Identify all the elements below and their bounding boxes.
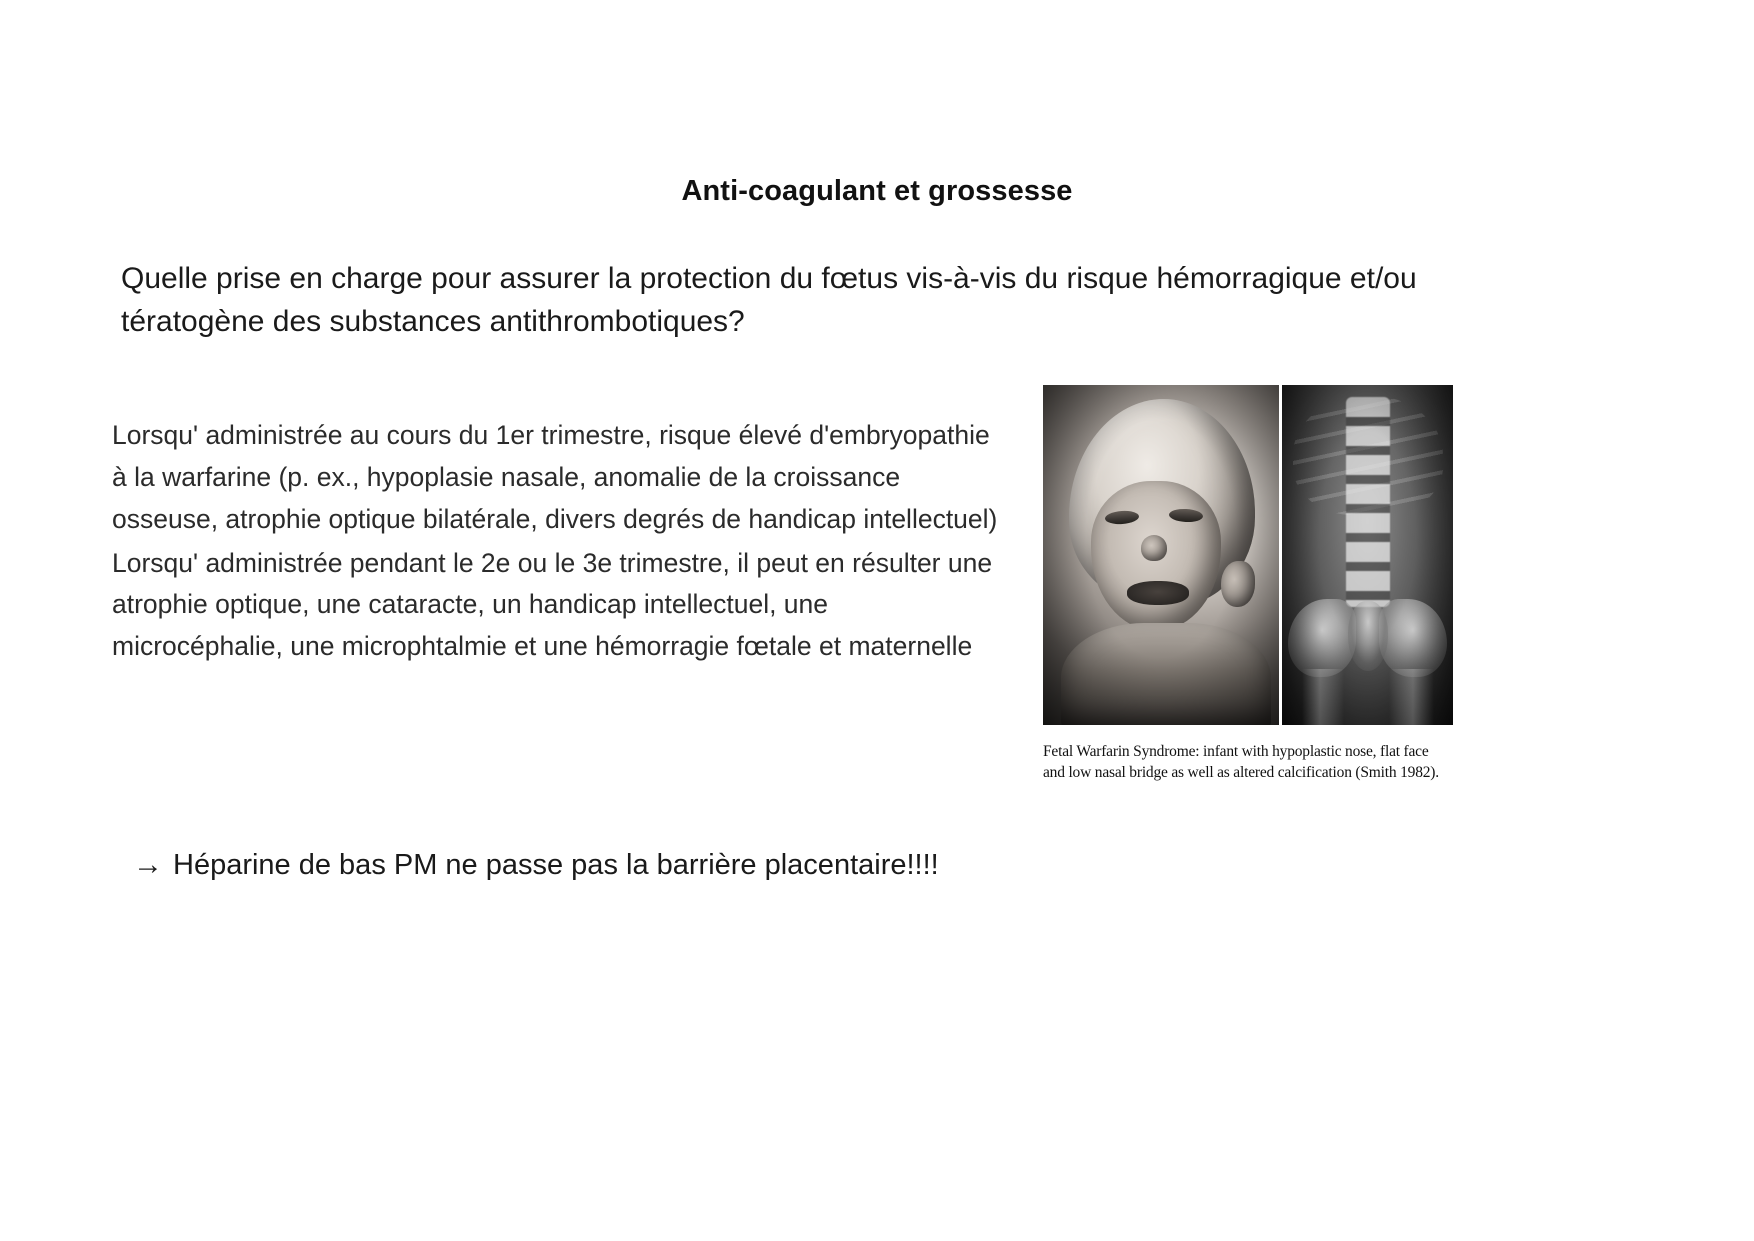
xray-vignette xyxy=(1282,385,1453,725)
conclusion-line xyxy=(133,845,1433,886)
arrow-right-icon: → xyxy=(133,848,163,881)
photo-vignette xyxy=(1043,385,1279,725)
figure-images xyxy=(1043,385,1453,725)
body-paragraph-1: Lorsqu' administrée au cours du 1er trimestre, risque élevé d'embryopathie à la warfarine (p. ex., hypoplasie nasale, anomalie de la croissance osseuse, atrophie optique bilatérale, divers degrés de handicap intellectuel) xyxy=(112,420,998,534)
figure-block xyxy=(1043,385,1453,784)
infant-photo-image xyxy=(1043,385,1282,725)
abdominal-xray-image xyxy=(1282,385,1453,725)
body-paragraph-2: Lorsqu' administrée pendant le 2e ou le 3e trimestre, il peut en résulter une atrophie optique, une cataracte, un handicap intellectuel, une microcéphalie, une microphtalmie et une hémorragie fœtale et maternelle xyxy=(112,547,993,662)
conclusion-text: Héparine de bas PM ne passe pas la barrière placentaire!!!! xyxy=(173,849,939,881)
body-text-block xyxy=(112,415,1002,668)
page-title: Anti-coagulant et grossesse xyxy=(681,175,1073,207)
figure-caption: Fetal Warfarin Syndrome: infant with hypoplastic nose, flat face and low nasal bridge as well as altered calcification (Smith 1982). xyxy=(1043,743,1439,782)
question-paragraph: Quelle prise en charge pour assurer la protection du fœtus vis-à-vis du risque hémorragique et/ou tératogène des substances antithrombotiques? xyxy=(121,262,1417,338)
